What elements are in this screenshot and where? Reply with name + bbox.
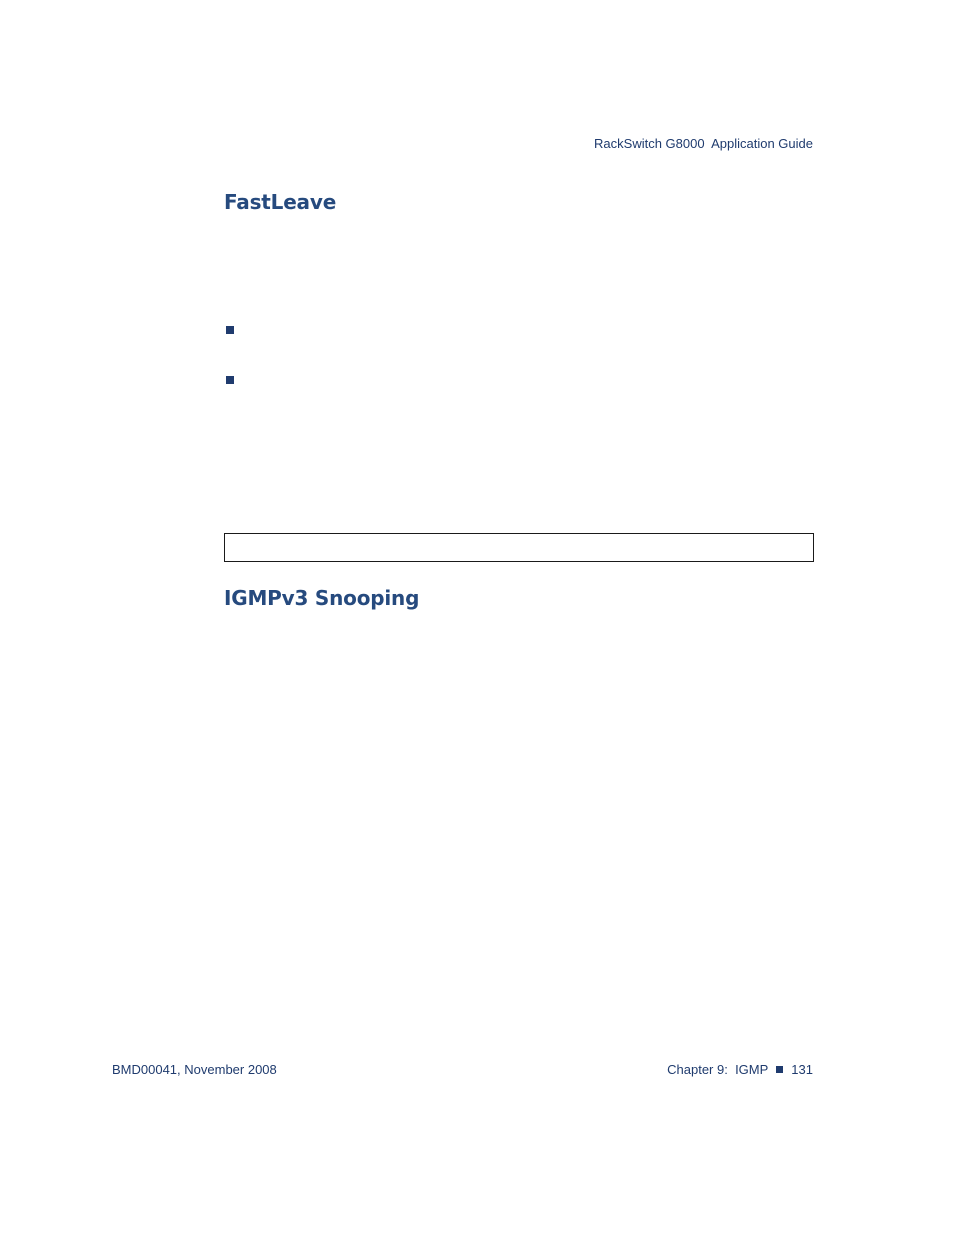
footer-doc-id: BMD00041, November 2008 bbox=[112, 1062, 277, 1077]
footer-page-number: 131 bbox=[791, 1062, 813, 1077]
command-box bbox=[224, 533, 814, 562]
bullet-square-icon bbox=[226, 376, 234, 384]
section-heading-fastleave: FastLeave bbox=[224, 190, 337, 214]
footer-separator-icon bbox=[776, 1066, 783, 1073]
footer-page-info bbox=[667, 1062, 813, 1077]
bullet-square-icon bbox=[226, 326, 234, 334]
running-header: RackSwitch G8000 Application Guide bbox=[594, 136, 813, 151]
section-heading-igmpv3-snooping: IGMPv3 Snooping bbox=[224, 586, 420, 610]
footer-chapter: Chapter 9: IGMP bbox=[667, 1062, 769, 1077]
